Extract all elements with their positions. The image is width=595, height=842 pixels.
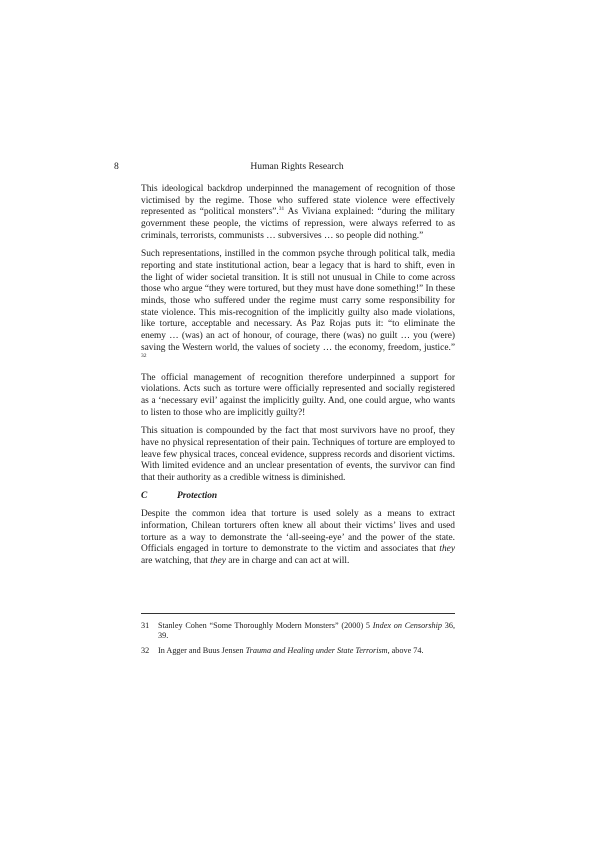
section-heading bbox=[141, 491, 455, 503]
running-head: Human Rights Research bbox=[250, 161, 344, 172]
paragraph-3: The official management of recognition therefore underpinned a support for violations. Acts such as torture were officially represented and socially registered as a ‘necessary evil’ against the implicitly guilty. And, one could argue, who wants to listen to those who are implicitly guilty?! bbox=[141, 372, 455, 418]
paragraph-1: This ideological backdrop underpinned the management of recognition of those victimised by the regime. Those who suffered state violence were effectively represented as “political monsters”.$^{31}$ As Viviana explained: “during the military government these people, the victims of repression, were always referred to as criminals, terrorists, communists … subversives … so people did nothing.” bbox=[141, 184, 455, 241]
footnote-32 bbox=[141, 646, 455, 656]
footnotes bbox=[141, 621, 455, 661]
footnote-31 bbox=[141, 621, 455, 641]
page-header bbox=[114, 161, 480, 175]
footnote-text: Stanley Cohen “Some Thoroughly Modern Monsters” (2000) 5 Index on Censorship 36, 39. bbox=[158, 621, 455, 641]
paragraph-4: This situation is compounded by the fact that most survivors have no proof, they have no physical representation of their pain. Techniques of torture are employed to leave few physical traces, conceal evidence, suppress records and disorient victims. With limited evidence and an unclear presentation of events, the survivor can find that their authority as a credible witness is diminished. bbox=[141, 426, 455, 483]
paragraph-5: Despite the common idea that torture is used solely as a means to extract information, Chilean torturers often knew all about their victims’ lives and used torture as a way to demonstrate the ‘all-seeing-eye’ and the power of the state. Officials engaged in torture to demonstrate to the victim and associates that they are watching, that they are in charge and can act at will. bbox=[141, 509, 455, 566]
body-text bbox=[141, 184, 455, 574]
footnote-number: 31 bbox=[141, 621, 150, 630]
footnote-number: 32 bbox=[141, 645, 150, 655]
section-letter: C bbox=[141, 491, 148, 502]
footnote-ref-31[interactable]: 31 bbox=[278, 206, 285, 213]
footnote-ref-32[interactable]: 32 bbox=[141, 353, 147, 360]
page-number: 8 bbox=[114, 161, 119, 172]
section-title: Protection bbox=[177, 491, 218, 502]
footnote-text: In Agger and Buus Jensen Trauma and Healing under State Terrorism, above 74. bbox=[158, 645, 424, 655]
paragraph-2: Such representations, instilled in the common psyche through political talk, media reporting and state institutional action, bear a legacy that is hard to shift, even in the light of wider societal transition. It is still not unusual in Chile to come across those who argue “they were tortured, but they must have done something!” In these minds, those who suffered under the regime must carry some responsibility for state violence. This mis-recognition of the implicitly guilty also made violations, like torture, acceptable and necessary. As Paz Rojas puts it: “to eliminate the enemy … (was) an act of honour, of courage, there (was) no guilt … you (were) saving the Western world, the values of society … the economy, freedom, justice.” $^{32}$ bbox=[141, 249, 455, 360]
footnote-separator bbox=[141, 613, 455, 614]
